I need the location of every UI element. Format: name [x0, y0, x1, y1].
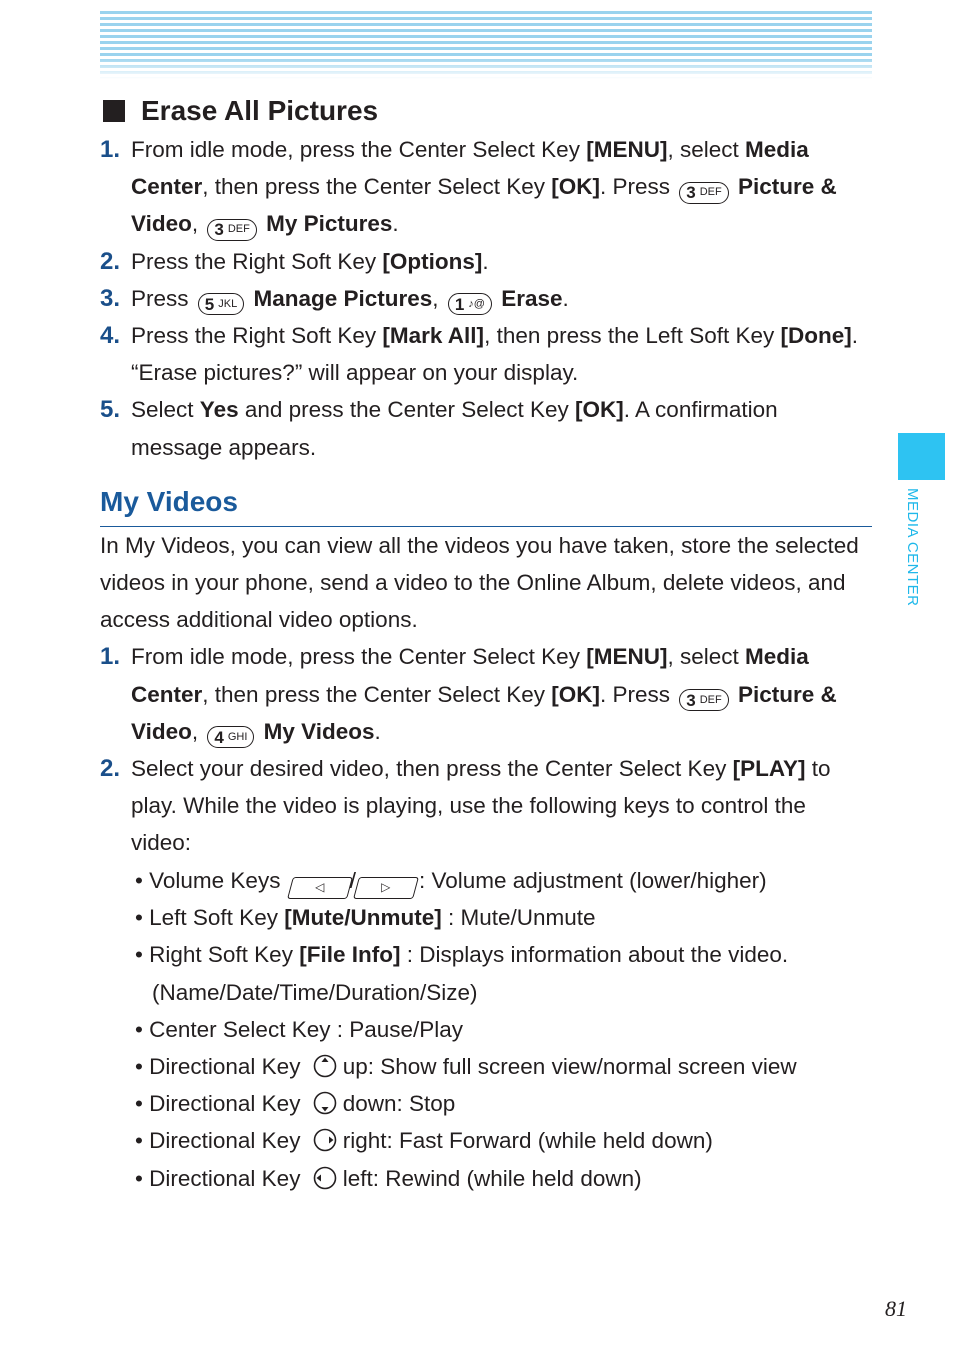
- list-item: • Directional Key down: Stop: [135, 1091, 456, 1117]
- step-text: Press the Right Soft Key [Options].: [131, 248, 489, 274]
- keypad-3-icon: 3 DEF: [679, 182, 728, 204]
- step-text: From idle mode, press the Center Select Key [MENU], select Media Center, then press the Center Select Key [OK]. Press 3 DEF Picture & Video, 4 GHI My Videos.: [131, 644, 837, 747]
- page-number: 81: [885, 1296, 907, 1321]
- directional-up-icon: [313, 1054, 337, 1078]
- volume-up-key-icon: ▷: [353, 877, 419, 899]
- list-item: • Left Soft Key [Mute/Unmute] : Mute/Unmute: [135, 905, 596, 931]
- step-text: Select your desired video, then press the Center Select Key [PLAY] to play. While the video is playing, use the following keys to control the video:: [131, 756, 831, 856]
- side-section-tab: [898, 433, 945, 480]
- step-item: [100, 243, 872, 280]
- section-intro-paragraph: In My Videos, you can view all the videos you have taken, store the selected videos in your phone, send a video to the Online Album, delete videos, and access additional video options.: [100, 532, 859, 633]
- list-item: • Directional Key up: Show full screen view/normal screen view: [135, 1054, 797, 1080]
- step-number: 1.: [100, 643, 121, 671]
- list-item: • Center Select Key : Pause/Play: [135, 1016, 464, 1042]
- step-item: [100, 280, 872, 317]
- directional-right-icon: [313, 1128, 337, 1152]
- step-item: [100, 750, 872, 862]
- control-keys-list: [135, 862, 872, 1197]
- step-text: Select Yes and press the Center Select Key [OK]. A confirmation message appears.: [131, 397, 778, 460]
- list-item: • Directional Key left: Rewind (while held down): [135, 1165, 642, 1191]
- list-item: • Volume Keys ◁ / ▷ : Volume adjustment (lower/higher): [135, 862, 872, 900]
- step-item: [100, 391, 872, 465]
- side-section-label: MEDIA CENTER: [904, 488, 921, 607]
- keypad-4-icon: 4 GHI: [207, 726, 254, 748]
- list-item: • Right Soft Key [File Info] : Displays information about the video. (Name/Date/Time/Duration/Size): [135, 942, 789, 1005]
- step-item: [100, 317, 872, 391]
- step-item: [100, 638, 872, 750]
- keypad-1-voicemail-icon: 1 ♪@: [448, 293, 492, 315]
- header-stripe-band: [100, 11, 872, 79]
- keypad-3-icon: 3 DEF: [679, 689, 728, 711]
- step-text: Press 5 JKL Manage Pictures, 1 ♪@ Erase.: [131, 285, 569, 314]
- square-bullet-icon: [103, 100, 125, 122]
- step-text: Press the Right Soft Key [Mark All], then press the Left Soft Key [Done]. “Erase pictures?” will appear on your display.: [131, 323, 859, 386]
- directional-left-icon: [313, 1166, 337, 1190]
- section-heading-my-videos: My Videos: [100, 482, 872, 527]
- directional-down-icon: [313, 1091, 337, 1115]
- list-item: • Directional Key right: Fast Forward (while held down): [135, 1128, 713, 1154]
- step-number: 4.: [100, 322, 121, 350]
- step-number: 3.: [100, 284, 121, 312]
- step-text: From idle mode, press the Center Select Key [MENU], select Media Center, then press the Center Select Key [OK]. Press 3 DEF Picture & Video, 3 DEF My Pictures.: [131, 137, 837, 240]
- page-content: [100, 91, 872, 1197]
- keypad-3-icon: 3 DEF: [207, 219, 256, 241]
- section-heading-erase-all-pictures: Erase All Pictures: [100, 91, 872, 131]
- volume-down-key-icon: ◁: [287, 877, 353, 899]
- step-number: 1.: [100, 136, 121, 163]
- step-number: 2.: [100, 755, 121, 783]
- keypad-5-icon: 5 JKL: [198, 293, 244, 315]
- step-number: 5.: [100, 396, 121, 424]
- step-number: 2.: [100, 247, 121, 275]
- step-item: [100, 131, 872, 243]
